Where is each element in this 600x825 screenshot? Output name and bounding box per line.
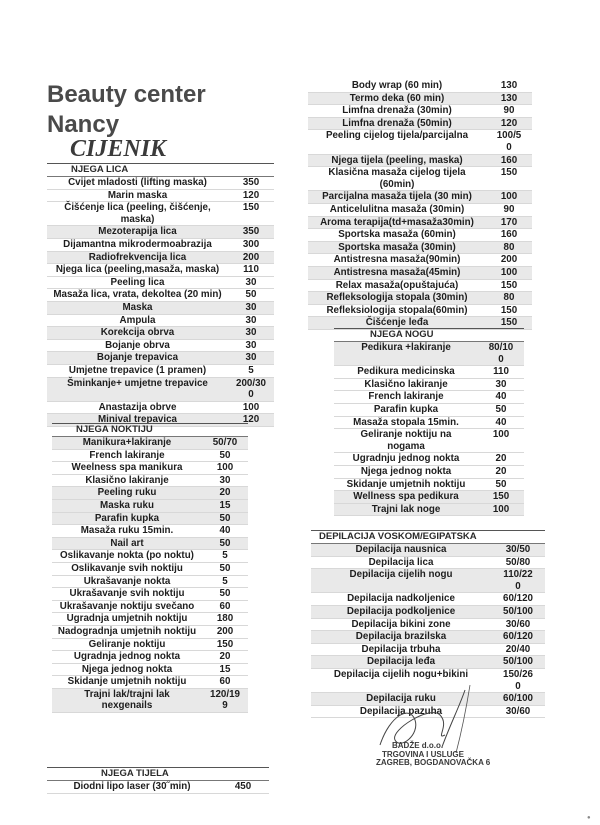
price-row: [334, 417, 524, 430]
service-price: 30: [245, 301, 257, 313]
service-name: Anticelulitna masaža (30min): [329, 203, 465, 215]
service-name: Depilacija lica: [368, 556, 434, 568]
service-name: Peeling ruku: [97, 487, 157, 499]
service-price: 60/120: [503, 631, 533, 643]
service-name: Dijamantna mikrodermoabrazija: [63, 238, 212, 250]
service-name: Ukrašavanje noktiju svečano: [59, 600, 195, 612]
price-row: [52, 626, 248, 639]
service-name: Anastazija obrve: [98, 401, 177, 413]
section-body-treatments: [308, 80, 532, 330]
business-name-line2: Nancy: [47, 111, 120, 138]
service-name: Ugradnju jednog nokta: [352, 453, 460, 465]
price-row: [334, 491, 524, 504]
price-row: [52, 639, 248, 652]
price-row: [334, 479, 524, 492]
price-row: [311, 619, 545, 632]
service-name: Klasično lakiranje: [364, 378, 448, 390]
price-row: [334, 342, 524, 366]
service-name: Peeling cijelog tijela/parcijalna: [325, 130, 469, 142]
service-name: Njega jednog nokta: [360, 465, 452, 477]
section-njega-lica: [47, 163, 274, 427]
price-row: [47, 402, 274, 415]
service-price: 15: [219, 663, 231, 675]
price-row: [334, 429, 524, 453]
service-name: Antistresna masaža(90min): [333, 254, 461, 266]
service-name: Depilacija ruku: [366, 693, 436, 705]
service-price: 100: [500, 191, 518, 203]
price-row: [52, 538, 248, 551]
price-row: [52, 462, 248, 475]
price-row: [52, 487, 248, 500]
section-njega-noktiju: [52, 423, 248, 713]
service-price: 100/5 0: [496, 130, 522, 153]
price-row: [47, 352, 274, 365]
section-title: NJEGA TIJELA: [47, 767, 269, 781]
price-row: [334, 379, 524, 392]
price-row: [47, 177, 274, 190]
service-price: 50/70: [212, 437, 238, 448]
price-row: [308, 191, 532, 204]
service-name: Marin maska: [107, 189, 168, 201]
price-row: [311, 544, 545, 557]
service-price: 60: [219, 676, 231, 688]
price-row: [47, 289, 274, 302]
price-row: [308, 267, 532, 280]
service-price: 30: [245, 314, 257, 326]
price-row: [47, 252, 274, 265]
service-name: Weelness spa manikura: [71, 462, 183, 474]
service-name: Ukrašavanje svih noktiju: [69, 588, 185, 600]
service-price: 200/30 0: [236, 377, 266, 401]
service-name: Depilacija nausnica: [355, 544, 447, 555]
price-row: [308, 130, 532, 154]
service-name: Sportska masaža (30min): [338, 241, 456, 253]
service-price: 100: [492, 503, 510, 515]
price-row: [52, 601, 248, 614]
service-price: 450: [234, 781, 252, 792]
stamp-line1: BADŽE d.o.o.: [392, 741, 444, 750]
stamp-line3: ZAGREB, BOGDANOVAČKA 6: [376, 758, 491, 767]
price-row: [311, 606, 545, 619]
price-row: [334, 453, 524, 466]
price-row: [311, 644, 545, 657]
price-row: [308, 105, 532, 118]
service-price: 50: [219, 512, 231, 524]
price-row: [311, 569, 545, 593]
service-price: 120: [500, 117, 518, 129]
service-price: 40: [219, 525, 231, 537]
price-row: [52, 588, 248, 601]
service-name: Antistresna masaža(45min): [333, 266, 461, 278]
service-name: Sportska masaža (60min): [338, 229, 456, 241]
service-price: 130: [500, 92, 518, 104]
service-price: 50: [245, 289, 257, 301]
service-name: Limfna drenaža (50min): [342, 117, 452, 129]
service-name: Depilacija pazuha: [359, 705, 443, 717]
price-row: [52, 651, 248, 664]
service-name: Skidanje umjetnih noktiju: [346, 478, 466, 490]
price-row: [47, 781, 269, 794]
service-name: Depilacija trbuha: [361, 643, 441, 655]
price-row: [308, 167, 532, 191]
price-row: [308, 280, 532, 293]
service-price: 30: [245, 327, 257, 339]
service-name: Ugradnja umjetnih noktiju: [66, 613, 188, 625]
service-price: 20: [219, 487, 231, 499]
price-row: [47, 264, 274, 277]
service-price: 20/40: [505, 643, 531, 655]
service-name: Peeling lica: [110, 276, 165, 288]
service-price: 300: [242, 238, 260, 250]
price-row: [52, 664, 248, 677]
service-name: Šminkanje+ umjetne trepavice: [67, 377, 208, 389]
service-price: 200: [216, 625, 234, 637]
price-row: [308, 204, 532, 217]
service-price: 110: [243, 264, 259, 276]
service-price: 150: [500, 304, 518, 316]
service-name: French lakiranje: [89, 449, 165, 461]
service-name: Minival trepavica: [98, 414, 177, 426]
service-name: Aroma terapija(td+masaža30min): [320, 216, 474, 228]
price-row: [308, 80, 532, 93]
service-price: 80/10 0: [488, 342, 514, 365]
service-price: 150: [492, 491, 510, 503]
service-price: 30/50: [505, 544, 531, 555]
price-row: [47, 190, 274, 203]
price-row: [52, 676, 248, 689]
service-name: Oslikavanje svih noktiju: [71, 562, 183, 574]
service-name: Trajni lak noge: [371, 503, 441, 515]
scan-mark-icon: ●: [587, 815, 591, 821]
price-row: [47, 277, 274, 290]
price-row: [52, 613, 248, 626]
service-price: 5: [248, 364, 254, 376]
service-name: Depilacija podkoljenice: [346, 605, 456, 617]
service-price: 30/60: [505, 705, 531, 717]
section-title: NJEGA NOGU: [334, 328, 524, 342]
service-name: Oslikavanje nokta (po noktu): [60, 550, 194, 562]
service-name: Depilacija nadkoljenice: [347, 593, 455, 605]
service-price: 180: [216, 613, 234, 625]
service-name: Čišćenje lica (peeling, čišćenje, maska): [64, 202, 211, 225]
service-price: 200: [242, 251, 260, 263]
business-name-line1: Beauty center: [47, 81, 206, 108]
section-njega-tijela: [47, 767, 269, 794]
company-stamp: [376, 742, 490, 768]
service-name: Njega lica (peeling,masaža, maska): [55, 264, 220, 276]
service-name: Bojanje obrva: [105, 339, 170, 351]
price-row: [52, 689, 248, 713]
service-name: Ukrašavanje nokta: [83, 575, 171, 587]
service-name: Diodni lipo laser (30˝min): [73, 781, 191, 792]
service-name: Nadogradnja umjetnih noktiju: [57, 625, 197, 637]
service-price: 120: [242, 189, 260, 201]
service-price: 50: [495, 403, 507, 415]
service-price: 50/80: [505, 556, 531, 568]
price-row: [47, 327, 274, 340]
service-price: 40: [495, 416, 507, 428]
service-name: Wellness spa pedikura: [353, 491, 459, 503]
service-name: Depilacija bikini zone: [351, 618, 451, 630]
price-row: [47, 239, 274, 252]
service-name: Čišćenje leđa: [365, 317, 429, 329]
service-name: Depilacija cijelih nogu+bikini: [333, 668, 469, 680]
service-name: Refleksiologija stopala(60min): [326, 304, 468, 316]
service-price: 150: [500, 279, 518, 291]
service-price: 150: [242, 202, 260, 214]
price-row: [311, 557, 545, 570]
price-row: [47, 365, 274, 378]
service-name: Parafin kupka: [373, 403, 439, 415]
service-price: 350: [242, 226, 260, 238]
section-title: NJEGA NOKTIJU: [52, 423, 248, 437]
service-price: 90: [503, 105, 515, 117]
service-price: 30: [219, 474, 231, 486]
service-name: Trajni lak/trajni lak nexgenails: [84, 688, 170, 712]
price-row: [52, 513, 248, 526]
price-row: [334, 466, 524, 479]
section-title: NJEGA LICA: [47, 163, 274, 177]
price-row: [52, 437, 248, 450]
price-row: [52, 450, 248, 463]
price-row: [334, 404, 524, 417]
service-price: 100: [500, 266, 518, 278]
price-row: [311, 593, 545, 606]
service-name: French lakiranje: [368, 391, 444, 403]
service-name: Mezoterapija lica: [98, 226, 177, 238]
service-price: 50: [219, 449, 231, 461]
service-price: 100: [216, 462, 234, 474]
price-row: [308, 217, 532, 230]
price-row: [52, 525, 248, 538]
service-price: 50/100: [503, 605, 533, 617]
service-name: Klasična masaža cijelog tijela (60min): [328, 167, 466, 190]
service-name: Parcijalna masaža tijela (30 min): [322, 191, 472, 203]
service-price: 30/60: [505, 618, 531, 630]
service-price: 20: [495, 453, 507, 465]
service-name: Njega jednog nokta: [81, 663, 173, 675]
service-name: Korekcija obrva: [100, 327, 175, 339]
service-price: 160: [500, 154, 518, 166]
service-name: Depilacija cijelih nogu: [349, 569, 453, 581]
price-row: [334, 366, 524, 379]
service-price: 30: [245, 339, 257, 351]
service-name: Body wrap (60 min): [351, 80, 443, 91]
service-price: 150: [500, 167, 518, 179]
price-row: [308, 155, 532, 168]
service-name: Masaža stopala 15min.: [353, 416, 459, 428]
price-row: [334, 391, 524, 404]
business-name: [47, 80, 206, 140]
service-name: Geliranje noktiju na nogama: [360, 429, 452, 452]
service-price: 60/120: [503, 593, 533, 605]
service-name: Relax masaža(opuštajuća): [335, 279, 459, 291]
service-price: 30: [245, 352, 257, 364]
service-price: 30: [245, 276, 257, 288]
service-name: Umjetne trepavice (1 pramen): [68, 364, 207, 376]
service-name: Skidanje umjetnih noktiju: [67, 676, 187, 688]
service-name: Pedikura medicinska: [357, 366, 455, 378]
service-price: 5: [222, 575, 228, 587]
service-price: 80: [503, 292, 515, 304]
service-price: 110/22 0: [503, 569, 533, 592]
service-name: Manikura+lakiranje: [82, 437, 172, 448]
service-price: 60/100: [503, 693, 533, 705]
service-price: 50/100: [503, 656, 533, 668]
service-name: Masaža lica, vrata, dekoltea (20 min): [53, 289, 222, 301]
service-price: 150: [216, 638, 234, 650]
price-row: [308, 242, 532, 255]
service-price: 100: [242, 401, 260, 413]
service-price: 150/26 0: [503, 668, 533, 692]
price-row: [47, 340, 274, 353]
section-title: DEPILACIJA VOSKOM/EGIPATSKA: [311, 530, 545, 544]
price-row: [311, 631, 545, 644]
price-row: [52, 563, 248, 576]
service-name: Radiofrekvencija lica: [88, 251, 187, 263]
service-price: 120/19 9: [210, 688, 240, 712]
service-price: 90: [503, 203, 515, 215]
price-row: [47, 226, 274, 239]
stamp-line2: TRGOVINA I USLUGE: [382, 749, 464, 759]
service-price: 130: [500, 80, 518, 91]
service-name: Masaža ruku 15min.: [80, 525, 174, 537]
section-njega-nogu: [334, 328, 524, 516]
service-price: 350: [242, 177, 260, 188]
service-name: Maska: [122, 301, 153, 313]
service-name: Klasično lakiranje: [85, 474, 169, 486]
service-name: Termo deka (60 min): [349, 92, 445, 104]
price-row: [47, 302, 274, 315]
service-price: 20: [495, 465, 507, 477]
price-row: [52, 576, 248, 589]
service-price: 50: [219, 537, 231, 549]
price-row: [308, 229, 532, 242]
service-name: Njega tijela (peeling, maska): [331, 154, 463, 166]
service-name: Parafin kupka: [94, 512, 160, 524]
price-row: [308, 305, 532, 318]
service-name: Ugradnja jednog nokta: [73, 651, 181, 663]
service-price: 120: [242, 414, 260, 426]
price-row: [311, 656, 545, 669]
service-price: 200: [500, 254, 518, 266]
price-row: [52, 475, 248, 488]
service-price: 30: [495, 378, 507, 390]
service-price: 5: [222, 550, 228, 562]
service-price: 160: [500, 229, 518, 241]
service-price: 100: [492, 429, 510, 441]
service-price: 80: [503, 241, 515, 253]
service-name: Limfna drenaža (30min): [342, 105, 452, 117]
service-name: Depilacija brazilska: [355, 631, 447, 643]
service-name: Refleksologija stopala (30min): [326, 292, 468, 304]
service-name: Cvijet mladosti (lifting maska): [68, 177, 207, 188]
service-price: 60: [219, 600, 231, 612]
service-price: 50: [219, 588, 231, 600]
service-price: 170: [500, 216, 518, 228]
service-name: Maska ruku: [100, 499, 154, 511]
service-name: Nail art: [110, 537, 144, 549]
price-row: [47, 378, 274, 402]
service-name: Geliranje noktiju: [88, 638, 166, 650]
price-row: [308, 292, 532, 305]
service-price: 50: [495, 478, 507, 490]
price-row: [52, 500, 248, 513]
service-price: 50: [219, 562, 231, 574]
price-row: [308, 254, 532, 267]
price-row: [52, 550, 248, 563]
price-list-heading: CIJENIK: [70, 136, 167, 162]
service-name: Depilacija leđa: [366, 656, 436, 668]
price-row: [308, 118, 532, 131]
service-name: Ampula: [119, 314, 156, 326]
service-name: Bojanje trepavica: [96, 352, 179, 364]
price-row: [47, 202, 274, 226]
service-name: Pedikura +lakiranje: [361, 342, 451, 353]
service-price: 150: [500, 317, 518, 329]
service-price: 40: [495, 391, 507, 403]
service-price: 20: [219, 651, 231, 663]
price-row: [334, 504, 524, 517]
price-row: [47, 315, 274, 328]
price-row: [308, 93, 532, 106]
service-price: 110: [493, 366, 509, 378]
service-price: 15: [219, 499, 231, 511]
